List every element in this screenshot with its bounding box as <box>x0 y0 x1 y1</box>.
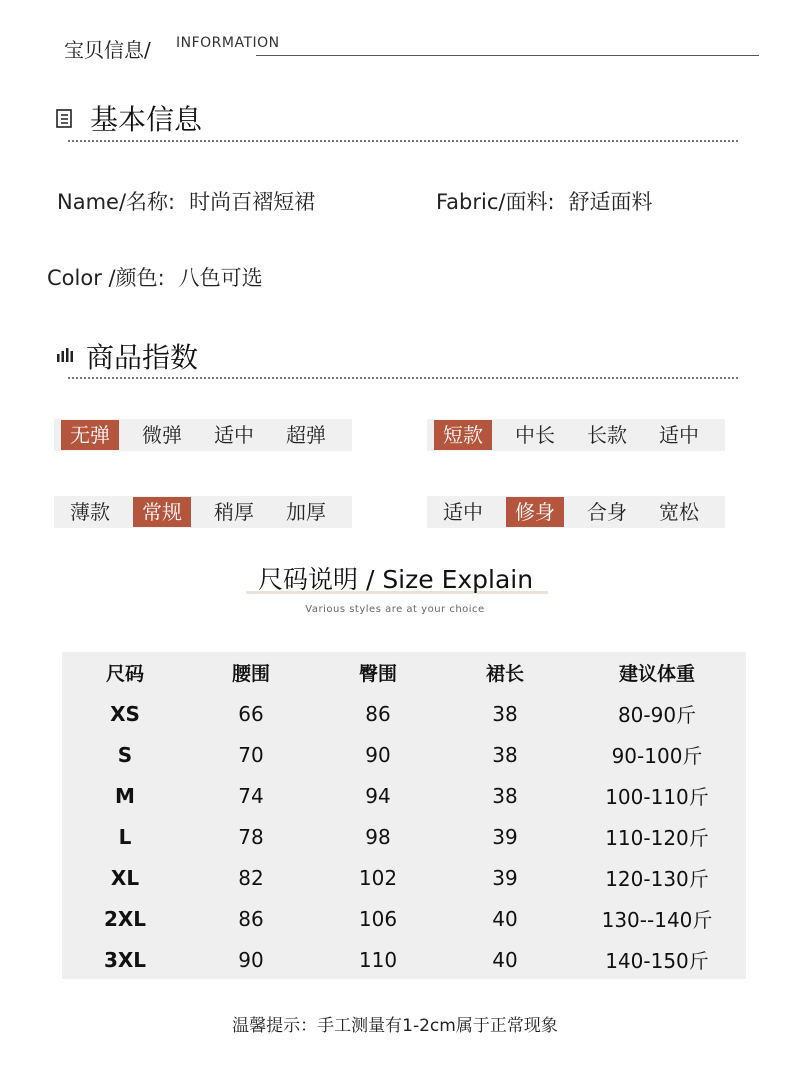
index-option: 宽松 <box>659 500 699 524</box>
cell-hip: 110 <box>358 947 398 972</box>
cell-waist: 66 <box>238 701 264 726</box>
index-option: 超弹 <box>286 423 326 447</box>
cell-hip: 90 <box>365 742 391 767</box>
cell-size: M <box>115 783 135 808</box>
thickness-index <box>54 496 352 528</box>
index-option: 中长 <box>515 423 555 447</box>
index-option: 适中 <box>214 423 254 447</box>
bar-chart-icon <box>57 347 74 362</box>
cell-length: 40 <box>492 906 518 931</box>
cell-length: 38 <box>492 701 518 726</box>
product-index-title: 商品指数 <box>86 341 199 374</box>
cell-weight: 130--140斤 <box>601 908 713 932</box>
table-row <box>62 939 746 980</box>
index-option: 适中 <box>659 423 699 447</box>
header-title-en: INFORMATION <box>176 35 280 51</box>
cell-size: 3XL <box>103 947 147 972</box>
document-icon <box>56 109 72 128</box>
cell-weight: 90-100斤 <box>611 744 703 768</box>
color-value: 八色可选 <box>178 266 263 290</box>
name-label: Name/名称: <box>57 190 176 214</box>
fabric-field <box>436 186 653 216</box>
cell-weight: 110-120斤 <box>605 826 709 850</box>
cell-length: 38 <box>492 783 518 808</box>
name-field <box>57 186 315 216</box>
cell-waist: 82 <box>238 865 264 890</box>
size-explain-title: 尺码说明 / Size Explain <box>258 565 534 594</box>
table-row <box>62 734 746 775</box>
dotted-divider <box>68 377 738 379</box>
color-label: Color /颜色: <box>47 266 165 290</box>
cell-size: 2XL <box>103 906 147 931</box>
cell-hip: 106 <box>358 906 398 931</box>
header-weight: 建议体重 <box>618 663 695 685</box>
cell-weight: 140-150斤 <box>605 949 709 973</box>
index-option-selected: 短款 <box>434 420 492 450</box>
cell-waist: 86 <box>238 906 264 931</box>
cell-waist: 78 <box>238 824 264 849</box>
index-option: 长款 <box>587 423 627 447</box>
index-option-selected: 修身 <box>506 497 564 527</box>
index-option: 稍厚 <box>214 500 254 524</box>
cell-weight: 100-110斤 <box>605 785 709 809</box>
cell-length: 38 <box>492 742 518 767</box>
index-option-selected: 常规 <box>133 497 191 527</box>
cell-size: L <box>118 824 132 849</box>
fabric-label: Fabric/面料: <box>436 190 555 214</box>
table-row <box>62 898 746 939</box>
header-hip: 臀围 <box>358 663 397 685</box>
cell-length: 40 <box>492 947 518 972</box>
fit-index <box>427 496 725 528</box>
index-option-selected: 无弹 <box>61 420 119 450</box>
cell-hip: 86 <box>365 701 391 726</box>
cell-waist: 90 <box>238 947 264 972</box>
header-title-cn: 宝贝信息/ <box>64 38 151 62</box>
cell-weight: 120-130斤 <box>605 867 709 891</box>
size-table <box>62 652 746 980</box>
cell-length: 39 <box>492 865 518 890</box>
name-value: 时尚百褶短裙 <box>189 190 316 214</box>
cell-waist: 70 <box>238 742 264 767</box>
color-field <box>47 262 263 292</box>
cell-waist: 74 <box>238 783 264 808</box>
basic-info-title: 基本信息 <box>90 103 203 136</box>
index-option: 适中 <box>443 500 483 524</box>
cell-size: XS <box>110 701 140 726</box>
elasticity-index <box>54 419 352 451</box>
table-row <box>62 693 746 734</box>
header-divider <box>256 55 759 56</box>
index-option: 微弹 <box>142 423 182 447</box>
table-row <box>62 775 746 816</box>
index-option: 加厚 <box>286 500 326 524</box>
header-skirt-length: 裙长 <box>485 663 524 685</box>
table-row <box>62 857 746 898</box>
cell-size: XL <box>110 865 140 890</box>
cell-hip: 94 <box>365 783 391 808</box>
measurement-tip: 温馨提示：手工测量有1-2cm属于正常现象 <box>232 1016 558 1036</box>
cell-hip: 102 <box>358 865 398 890</box>
table-header-row <box>62 652 746 693</box>
cell-length: 39 <box>492 824 518 849</box>
header-size: 尺码 <box>105 663 144 685</box>
table-row <box>62 816 746 857</box>
fabric-value: 舒适面料 <box>568 190 653 214</box>
dotted-divider <box>68 140 738 142</box>
index-option: 薄款 <box>70 500 110 524</box>
length-index <box>427 419 725 451</box>
cell-weight: 80-90斤 <box>617 703 697 727</box>
header-waist: 腰围 <box>231 663 270 685</box>
index-option: 合身 <box>587 500 627 524</box>
size-explain-subtitle: Various styles are at your choice <box>305 604 485 615</box>
cell-size: S <box>117 742 133 767</box>
cell-hip: 98 <box>365 824 391 849</box>
